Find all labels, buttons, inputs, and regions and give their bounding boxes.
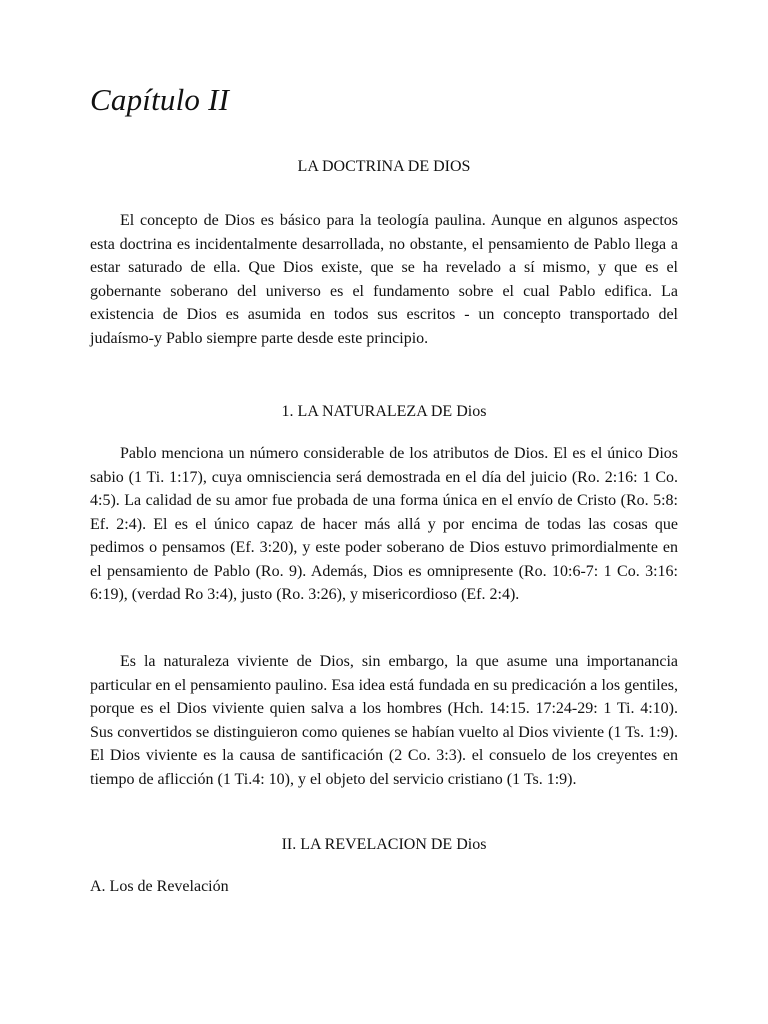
- naturaleza-paragraph-2: Es la naturaleza viviente de Dios, sin embargo, la que asume una importanancia particular en el pensamiento paulino. Esa idea está fundada en su predicación a los gentiles, porque es el Dios viviente quien salva a los hombres (Hch. 14:15. 17:24-29: 1 Ti. 4:10). Sus convertidos se distinguieron como quienes se habían vuelto al Dios viviente (1 Ts. 1:9). El Dios viviente es la causa de santificación (2 Co. 3:3). el consuelo de los creyentes en tiempo de aflicción (1 Ti.4: 10), y el objeto del servicio cristiano (1 Ts. 1:9).: [90, 653, 678, 788]
- intro-paragraph: El concepto de Dios es básico para la teología paulina. Aunque en algunos aspectos esta doctrina es incidentalmente desarrollada, no obstante, el pensamiento de Pablo llega a estar saturado de ella. Que Dios existe, que se ha revelado a sí mismo, y que es el gobernante soberano del universo es el fundamento sobre el cual Pablo edifica. La existencia de Dios es asumida en todos sus escritos - un concepto transportado del judaísmo-y Pablo siempre parte desde este principio.: [90, 212, 678, 347]
- naturaleza-paragraph-1: Pablo menciona un número considerable de los atributos de Dios. El es el único Dios sabio (1 Ti. 1:17), cuya omnisciencia será demostrada en el día del juicio (Ro. 2:16: 1 Co. 4:5). La calidad de su amor fue probada de una forma única en el envío de Cristo (Ro. 5:8: Ef. 2:4). El es el único capaz de hacer más allá y por encima de todas las cosas que pedimos o pensamos (Ef. 3:20), y este poder soberano de Dios estuvo primordialmente en el pensamiento de Pablo (Ro. 9). Además, Dios es omnipresente (Ro. 10:6-7: 1 Co. 3:16: 6:19), (verdad Ro 3:4), justo (Ro. 3:26), y misericordioso (Ef. 2:4).: [90, 445, 678, 603]
- section-heading-naturaleza: 1. LA NATURALEZA DE Dios: [281, 403, 487, 420]
- chapter-title: Capítulo II: [90, 82, 230, 117]
- section-heading-revelacion: II. LA REVELACION DE Dios: [281, 836, 487, 853]
- subheading-los-de-revelacion: A. Los de Revelación: [90, 878, 229, 895]
- section-heading-doctrina: LA DOCTRINA DE DIOS: [297, 158, 471, 175]
